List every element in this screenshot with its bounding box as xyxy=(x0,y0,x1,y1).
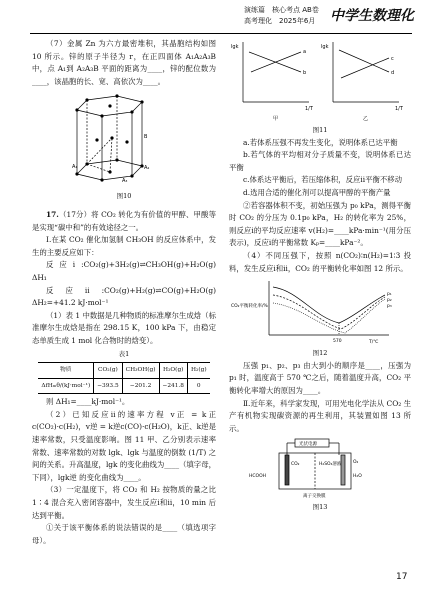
fig11-xlabel-jia: 1/T xyxy=(305,106,313,112)
table-header-cell: CO₂(g) xyxy=(94,363,122,379)
fig13-power-label: 光伏电源 xyxy=(299,442,317,448)
fig11-ylabel-jia: lgk xyxy=(231,44,239,50)
table-header-cell: CH₃OH(g) xyxy=(122,363,159,379)
figure-12-conversion-graph xyxy=(229,277,411,347)
svg-text:B: B xyxy=(144,134,148,141)
option-c: c.体系达平衡后，若压缩体积，反应ⅱ平衡不移动 xyxy=(243,175,403,185)
page-number: 17 xyxy=(396,572,408,582)
figure-11-caption: 图11 xyxy=(312,126,328,134)
fig11-label-yi: 乙 xyxy=(363,116,369,122)
fig13-hcooh-label: HCOOH xyxy=(249,474,266,480)
figure-11-graphs xyxy=(229,38,411,124)
fig11-ylabel-yi: lgk xyxy=(321,44,329,50)
table-cell: −201.2 xyxy=(122,378,159,394)
question-7: （7）金属 Zn 为六方最密堆积，其晶胞结构如图 10 所示。锌的原子半径为 r，在正四面体 A₁A₂A₃B 中，点 A₁到 A₂A₃B 平面的距离为____，锌的配位数为____，该晶胞的长、宽、高依次为____。 xyxy=(32,39,216,86)
question-3-sub-2: ②若容器体积不变，初始压强为 p₀ kPa，测得平衡时 CO₂ 的分压为 0.1p₀ kPa，H₂ 的转化率为 25%，则反应ⅰ的平均反应速率 v(H₂)=____kPa·min⁻¹(用分压表示)，反应ⅰ的平衡常数 Kₚ=____kPa⁻²。 xyxy=(229,200,411,248)
fig13-co2-label: CO₂ xyxy=(291,462,300,468)
header-issue: 高考理化 2025年6月 xyxy=(244,17,316,25)
question-17-number: 17. xyxy=(46,209,59,219)
table-row xyxy=(38,378,209,394)
header-rule xyxy=(30,33,412,34)
table-cell: 0 xyxy=(187,378,209,394)
magazine-logo: 中学生数理化 xyxy=(330,8,414,24)
question-3: （3）一定温度下，将 CO₂ 和 H₂ 按物质的量之比 1∶4 混合充入密闭容器中，发生反应ⅰ和ⅱ，10 min 后达到平衡。 xyxy=(32,485,216,520)
fig11-label-jia: 甲 xyxy=(273,116,279,122)
fig13-membrane-label: 离子交换膜 xyxy=(303,494,326,500)
svg-text:A₃: A₃ xyxy=(122,178,128,185)
fig12-ylabel: CO₂平衡转化率/% xyxy=(231,304,268,310)
question-4-answer: 压强 p₁、p₂、p₃ 由大到小的顺序是____，压强为 p₁ 时，温度高于 570 ℃之后，随着温度升高，CO₂ 平衡转化率增大的原因为____。 xyxy=(229,360,411,395)
fig11-curve-b: b xyxy=(303,70,307,76)
fig12-xlabel: T/℃ xyxy=(369,340,379,346)
fig12-p3-label: p₃ xyxy=(387,304,392,310)
table-header-cell: H₂O(g) xyxy=(159,363,187,379)
fig11-curve-d: d xyxy=(391,70,395,76)
question-4: （4）不同压强下，按照 n(CO₂)∶n(H₂)=1∶3 投料，发生反应ⅰ和ⅱ，CO₂ 的平衡转化率如图 12 所示。 xyxy=(229,250,411,273)
right-column xyxy=(229,38,411,514)
figure-13-electrolysis-cell xyxy=(229,437,411,501)
figure-10-caption: 图10 xyxy=(116,192,132,201)
option-b: b.若气体的平均相对分子质量不变，说明体系已达平衡 xyxy=(229,150,411,172)
question-3-sub-1: ①关于该平衡体系的说法错误的是____（填选项字母）。 xyxy=(32,523,216,545)
fig11-curve-c: c xyxy=(391,56,394,62)
svg-text:A₂: A₂ xyxy=(144,165,150,172)
enthalpy-table xyxy=(38,362,209,394)
table-cell: ΔfHₘθ/(kJ·mol⁻¹) xyxy=(38,378,93,394)
option-d: d.选用合适的催化剂可以提高甲醇的平衡产量 xyxy=(243,187,391,197)
question-1: （1）表 1 中数据是几种物质的标准摩尔生成焓（标准摩尔生成焓是指在 298.15 K，100 kPa 下，由稳定态单质生成 1 mol 化合物时的焓变）。 xyxy=(32,310,216,345)
table-header-row xyxy=(38,363,209,379)
fig11-curve-a: a xyxy=(303,49,307,55)
table-header-cell: 物质 xyxy=(38,363,93,379)
fig13-h2o-label: H₂O xyxy=(353,474,362,480)
question-17-intro-text: （17分）将 CO₂ 转化为有价值的甲醇、甲酸等是实现“碳中和”的有效途径之一。 xyxy=(32,209,216,232)
left-column xyxy=(32,38,224,547)
option-a: a.若体系压强不再发生变化，说明体系已达平衡 xyxy=(243,137,398,147)
table-header-cell: H₂(g) xyxy=(187,363,209,379)
question-2: （2）已知反应ⅱ的速率方程 v正 = k正c(CO₂)·c(H₂)，v逆 = k逆c(CO)·c(H₂O)，k正、k逆是速率常数，只受温度影响。图 11 甲、乙分别表示速率常数、速率常数的对数 lgk、lgk 与温度的倒数 (1/T) 之间的关系。升高温度，lgk 的变化曲线为____（填字母，下同），lgk逆 的变化曲线为____。 xyxy=(32,409,216,482)
fig12-p2-label: p₂ xyxy=(387,298,392,304)
figure-10-hcp-cell xyxy=(32,90,216,190)
reaction-2: 反应ⅱ:CO₂(g)+H₂(g)⇌CO(g)+H₂O(g) ΔH₂=+41.2 kJ·mol⁻¹ xyxy=(32,285,224,308)
figure-13-caption: 图13 xyxy=(312,503,328,512)
fig11-xlabel-yi: 1/T xyxy=(395,106,403,112)
part-1-intro: Ⅰ.在某 CO₂ 催化加氢制 CH₃OH 的反应体系中，发生的主要反应如下： xyxy=(32,235,216,257)
page-header xyxy=(0,0,427,36)
fig13-o2-label: O₂ xyxy=(353,460,359,466)
question-17-intro xyxy=(32,209,216,234)
reaction-1: 反应ⅰ:CO₂(g)+3H₂(g)⇌CH₃OH(g)+H₂O(g) ΔH₁ xyxy=(32,260,224,282)
fig12-p1-label: p₁ xyxy=(387,292,392,298)
figure-12-caption: 图12 xyxy=(312,349,328,358)
delta-h-blank: 则 ΔH₁=____kJ·mol⁻¹。 xyxy=(46,397,130,407)
table-cell: −393.5 xyxy=(94,378,122,394)
fig13-solution-label: H₂SO₄溶液 xyxy=(319,462,342,468)
part-2-intro: Ⅱ.近年来，科学家发现，可用光电化学法从 CO₂ 生产有机物实现碳资源的再生利用，其装置如图 13 所示。 xyxy=(229,398,411,433)
table-1-caption: 表1 xyxy=(118,349,130,358)
table-cell: −241.8 xyxy=(159,378,187,394)
svg-text:A₁: A₁ xyxy=(72,164,78,171)
header-section-title: 演练篇 核心考点 AB卷 xyxy=(244,6,319,14)
fig12-temp-tick: 570 xyxy=(333,339,342,345)
